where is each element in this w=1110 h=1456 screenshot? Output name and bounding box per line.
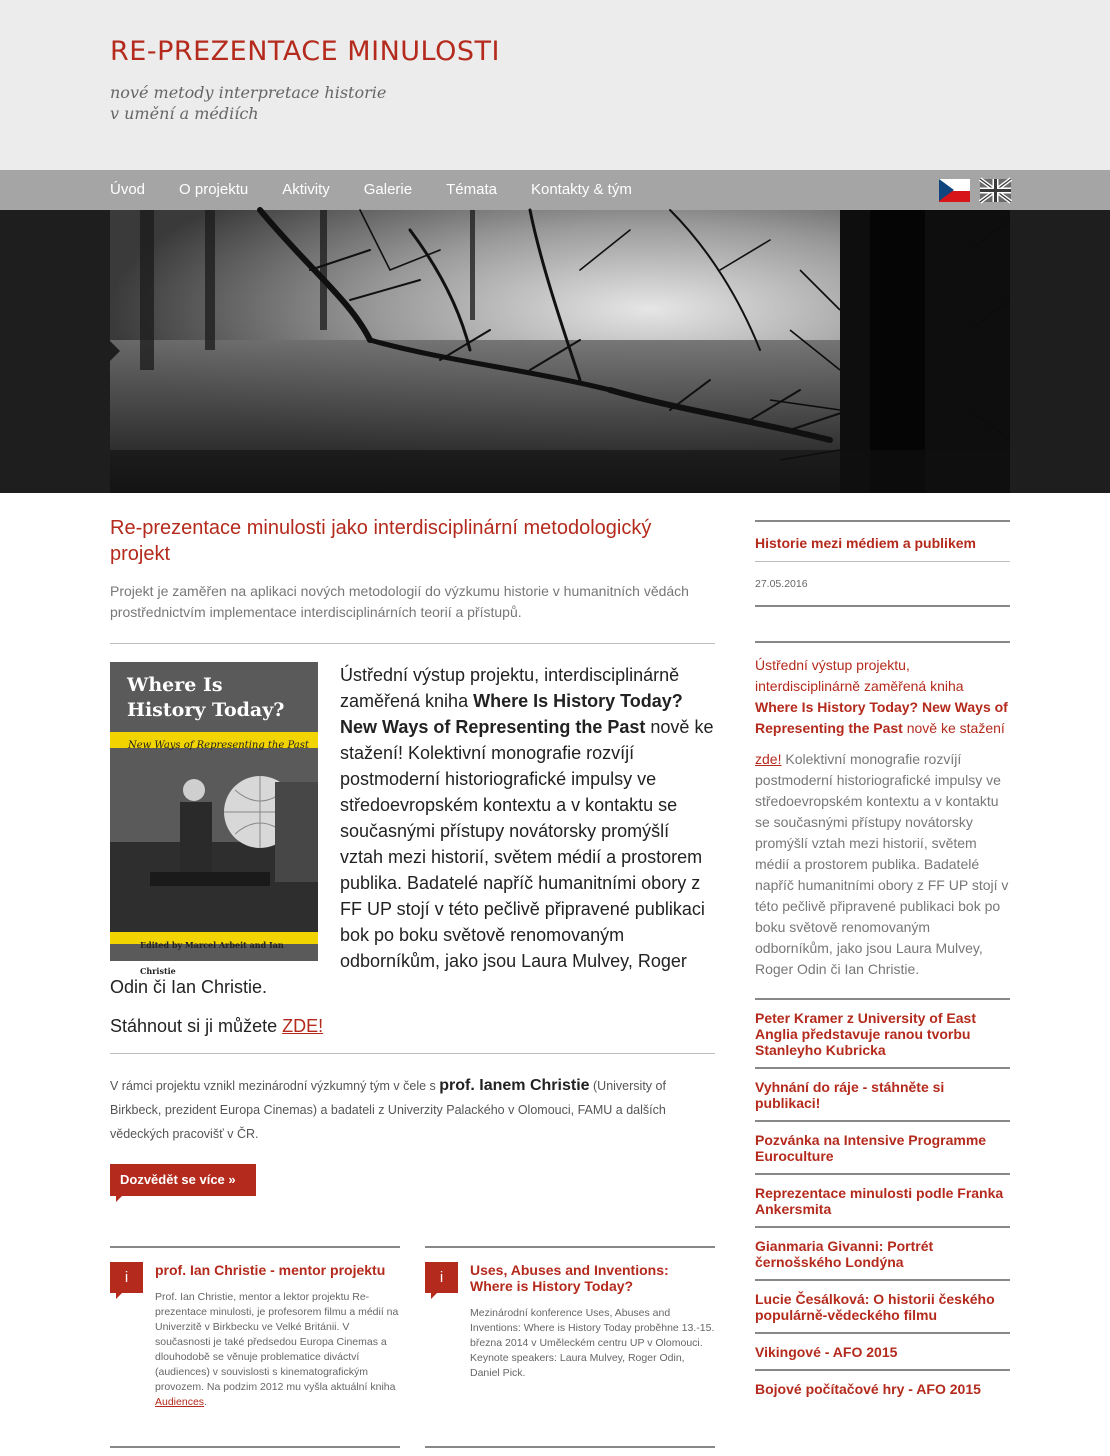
feature-text-post: nově ke stažení! Kolektivní monografie rozvíjí postmoderní historiografické impulsy ve středoevropském kontextu a v kontaktu se současnými přístupy novátorsky promýšlí vztah mezi historií, světem médií a prostorem publika. Badatelé napříč humanitními obory z FF UP stojí v této pečlivě připravené publikaci bok po boku světově renomovaným odborníkům, jako jsou Laura Mulvey, Roger Odin či Ian Christie. <box>110 717 714 997</box>
book-title <box>127 673 284 723</box>
uk-flag-icon[interactable] <box>980 179 1011 202</box>
nav-item-galerie[interactable]: Galerie <box>363 181 413 198</box>
team-text-pre: V rámci projektu vznikl mezinárodní výzkumný tým v čele s <box>110 1079 440 1093</box>
sidebar-post-link[interactable]: Pozvánka na Intensive Programme Euroculture <box>755 1132 987 1164</box>
sidebar-post-link[interactable]: Lucie Česálková: O historii českého populárně-vědeckého filmu <box>755 1291 995 1323</box>
page-title: Re-prezentace minulosti jako interdisciplinární metodologický projekt <box>110 517 652 565</box>
info-cards <box>110 1246 715 1431</box>
feature-book-name: Where Is History Today? New Ways of Representing the Past <box>340 691 683 737</box>
download-text: Stáhnout si ji můžete <box>110 1016 283 1036</box>
blurb-body: Kolektivní monografie rozvíjí postmoderní historiografické impulsy ve středoevropském kontextu a v kontaktu se současnými přístupy novátorsky promýšlí vztah mezi historií, světem médií a prostorem publika. Badatelé napříč humanitními obory z FF UP stojí v této pečlivě připravené publikaci bok po boku světově renomovaným odborníkům, jako jsou Laura Mulvey, Roger Odin či Ian Christie. <box>755 751 1009 977</box>
site-logo[interactable]: RE-PREZENTACE MINULOSTI <box>110 36 500 67</box>
blurb-intro: Ústřední výstup projektu, interdisciplinárně zaměřená kniha <box>755 657 964 694</box>
sidebar-post-link[interactable]: Bojové počítačové hry - AFO 2015 <box>755 1381 981 1397</box>
book-cover-image[interactable] <box>110 662 318 976</box>
intro-text: Projekt je zaměřen na aplikaci nových metodologií do výzkumu historie v humanitních vědách prostřednictvím implementace interdisciplinárních teorií a přístupů. <box>110 583 689 620</box>
card-text <box>155 1290 400 1410</box>
feature-text-pre: Ústřední výstup projektu, interdisciplinárně zaměřená kniha <box>340 665 680 711</box>
sidebar-post-link[interactable]: Reprezentace minulosti podle Franka Ankersmita <box>755 1185 1004 1217</box>
card-bottom-rule <box>425 1446 715 1448</box>
card-text-body: Prof. Ian Christie, mentor a lektor projektu Re-prezentace minulosti, je profesorem filmu a médií na Univerzitě v Birkbecku ve Velké Británii. V současnosti je také předsedou Europa Cinemas a dlouhodobě se věnuje problematice diváctví (audiences) v souvislosti s kinematografickým provozem. Na podzim 2012 mu vyšla aktuální kniha <box>155 1291 399 1393</box>
card-title[interactable]: prof. Ian Christie - mentor projektu <box>155 1262 386 1278</box>
book-subtitle: New Ways of Representing the Past <box>128 740 309 751</box>
tagline-line-1: nové metody interpretace historie <box>110 83 387 102</box>
info-card <box>425 1246 715 1431</box>
card-title[interactable]: Uses, Abuses and Inventions: Where is History Today? <box>470 1262 669 1294</box>
blurb-intro-end: nově ke stažení <box>902 720 1005 736</box>
team-lead-name: prof. Ianem Christie <box>439 1077 590 1094</box>
info-icon: i <box>110 1262 143 1293</box>
team-paragraph <box>110 1074 715 1146</box>
download-line <box>110 1016 715 1037</box>
download-link[interactable]: ZDE! <box>282 1016 324 1036</box>
main-content <box>110 515 715 1431</box>
site-tagline <box>110 82 386 124</box>
divider <box>110 643 715 644</box>
language-switcher <box>939 179 1011 202</box>
audiences-link[interactable]: Audiences <box>155 1396 205 1408</box>
sidebar-post-link[interactable]: Gianmaria Givanni: Portrét černošského Londýna <box>755 1238 934 1270</box>
nav-item-aktivity[interactable]: Aktivity <box>282 181 330 198</box>
nav-item-o-projektu[interactable]: O projektu <box>179 181 249 198</box>
sidebar-blurb <box>755 643 1010 992</box>
sidebar-post-link[interactable]: Peter Kramer z University of East Anglia představuje ranou tvorbu Stanleyho Kubricka <box>755 1010 976 1058</box>
book-title-line-2: History Today? <box>127 699 285 721</box>
hero-image <box>110 210 1010 493</box>
sidebar-post-link[interactable]: Vyhnání do ráje - stáhněte si publikaci! <box>755 1079 945 1111</box>
book-title-line-1: Where Is <box>127 674 223 696</box>
book-editors: Edited by Marcel Arbeit and Ian Christie <box>140 940 284 976</box>
info-card <box>110 1246 400 1431</box>
blurb-link[interactable]: zde! <box>755 751 782 767</box>
learn-more-button[interactable]: Dozvědět se více » <box>110 1164 256 1196</box>
divider <box>110 1053 715 1054</box>
card-text: Mezinárodní konference Uses, Abuses and Inventions: Where is History Today proběhne 13.-15. března 2014 v Uměleckém centru UP v Olomouci. Keynote speakers: Laura Mulvey, Roger Odin, Daniel Pick. <box>470 1307 715 1379</box>
blurb-book-name: Where Is History Today? New Ways of Representing the Past <box>755 699 1008 736</box>
sidebar-post-link[interactable]: Vikingové - AFO 2015 <box>755 1344 898 1360</box>
card-text-end: . <box>204 1396 207 1408</box>
tagline-line-2: v umění a médiích <box>110 104 259 123</box>
sidebar-featured-date: 27.05.2016 <box>755 578 808 590</box>
nav-item-uvod[interactable]: Úvod <box>110 181 146 198</box>
nav-item-temata[interactable]: Témata <box>446 181 497 198</box>
czech-flag-icon[interactable] <box>939 179 970 202</box>
team-text-post: (University of Birkbeck, prezident Europa Cinemas) a badateli z Univerzity Palackého v Olomouci, FAMU a dalších vědeckých pracovišť v ČR. <box>110 1079 666 1141</box>
sidebar-featured-title[interactable]: Historie mezi médiem a publikem <box>755 535 976 551</box>
nav-item-kontakty[interactable]: Kontakty & tým <box>530 181 632 198</box>
site-header <box>0 0 1110 170</box>
sidebar <box>755 520 1010 1406</box>
card-bottom-rule <box>110 1446 400 1448</box>
info-icon: i <box>425 1262 458 1293</box>
featured-book-section <box>110 662 715 1000</box>
hero-arrow-icon[interactable] <box>110 341 120 361</box>
